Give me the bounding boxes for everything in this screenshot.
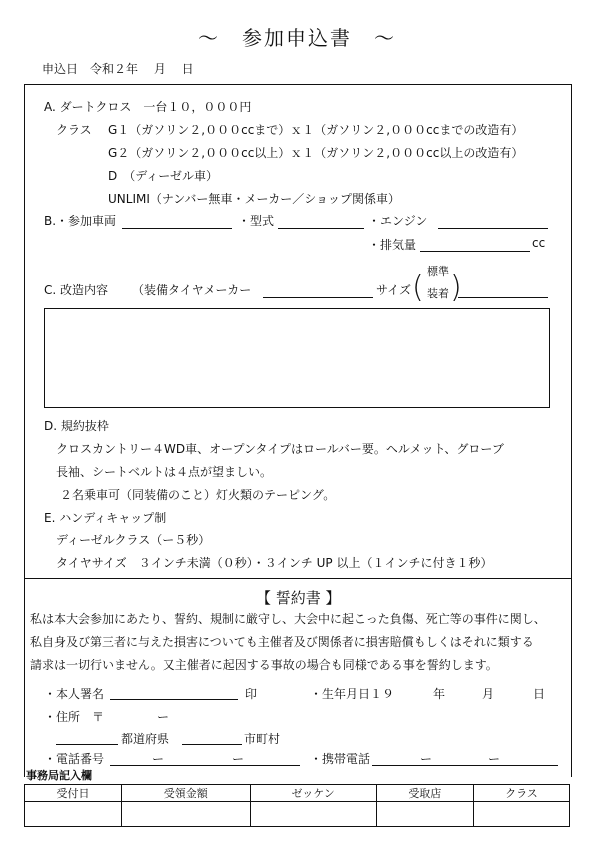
class-g1: G１（ガソリン２,０００ccまで）ｘ１（ガソリン２,０００ccまでの改造有）: [108, 123, 524, 137]
phone-dash-1: ー: [152, 752, 165, 766]
signature-field[interactable]: [110, 699, 238, 700]
prefecture-field[interactable]: [56, 744, 118, 745]
class-label: クラス: [56, 123, 92, 137]
rule-line-3: ２名乗車可（同装備のこと）灯火類のテーピング。: [60, 488, 336, 502]
open-paren-icon: (: [412, 270, 424, 305]
phone-dash-2: ー: [232, 752, 245, 766]
class-d: D （ディーゼル車）: [108, 169, 219, 183]
engine-label: ・エンジン: [368, 214, 428, 228]
birth-day: 日: [533, 687, 546, 701]
standard-label: 標準: [427, 265, 449, 278]
pledge-line-2: 私自身及び第三者に与えた損害についても主催者及び関係者に損害賠償もしくはそれに類する: [30, 635, 534, 649]
handicap-line-1: ディーゼルクラス（ー５秒）: [56, 533, 211, 547]
section-a-heading: A. ダートクロス 一台１０，０００円: [44, 100, 252, 114]
office-header-row: [25, 785, 570, 802]
section-e-heading: E. ハンディキャップ制: [44, 511, 167, 525]
displacement-field[interactable]: [420, 251, 530, 252]
engine-field[interactable]: [438, 228, 548, 229]
seal-mark: 印: [245, 687, 258, 701]
mobile-dash-2: ー: [488, 752, 501, 766]
postal-dash: ー: [157, 710, 170, 724]
city-label: 市町村: [244, 732, 281, 746]
office-col-number: ゼッケン: [250, 785, 376, 802]
displacement-label: ・排気量: [368, 238, 417, 252]
office-entry-row: [25, 802, 570, 827]
modification-textbox[interactable]: [44, 308, 550, 408]
office-col-shop: 受取店: [376, 785, 473, 802]
model-label: ・型式: [238, 214, 275, 228]
vehicle-field[interactable]: [122, 228, 232, 229]
class-g2: G２（ガソリン２,０００cc以上）ｘ１（ガソリン２,０００cc以上の改造有）: [108, 146, 524, 160]
mobile-label: ・携帯電話: [310, 752, 371, 766]
office-table: [24, 784, 570, 827]
birth-label: ・生年月日１９: [310, 687, 395, 701]
section-d-heading: D. 規約抜枠: [44, 419, 109, 433]
size-label: サイズ: [376, 283, 412, 297]
pledge-line-1: 私は本大会参加にあたり、誓約、規制に厳守し、大会中に起こった負傷、死亡等の事件に関し、: [30, 612, 546, 626]
pledge-line-3: 請求は一切行いません。又主催者に起因する事故の場合も同様である事を誓約します。: [30, 658, 498, 672]
equipped-label: 装着: [427, 287, 449, 300]
office-col-received-date: 受付日: [25, 785, 122, 802]
application-date: 申込日 令和２年 月 日: [42, 62, 194, 76]
office-cell[interactable]: [376, 802, 473, 827]
model-field[interactable]: [278, 228, 364, 229]
tire-maker-field[interactable]: [263, 297, 373, 298]
office-col-class: クラス: [473, 785, 569, 802]
class-unlimi: UNLIMI（ナンバー無車・メーカー／ショップ関係車）: [108, 192, 400, 206]
signature-label: ・本人署名: [44, 687, 105, 701]
phone-field[interactable]: [110, 765, 300, 766]
section-b-heading: B.・参加車両: [44, 214, 117, 228]
handicap-line-2: タイヤサイズ ３インチ未満（０秒）・３インチ UP 以上（１インチに付き１秒）: [56, 556, 493, 570]
mobile-field[interactable]: [372, 765, 558, 766]
mobile-dash-1: ー: [420, 752, 433, 766]
cc-unit: cc: [532, 236, 546, 250]
birth-month: 月: [482, 687, 495, 701]
office-heading: 事務局記入欄: [26, 769, 92, 782]
phone-label: ・電話番号: [44, 752, 105, 766]
rule-line-1: クロスカントリー４WD車、オープンタイプはロールバー要。ヘルメット、グローブ: [56, 442, 504, 456]
office-cell[interactable]: [122, 802, 250, 827]
rule-line-2: 長袖、シートベルトは４点が望ましい。: [56, 465, 273, 479]
tire-maker-label: （装備タイヤメーカー: [132, 283, 252, 297]
office-cell[interactable]: [25, 802, 122, 827]
address-label: ・住所 〒: [44, 710, 105, 724]
office-cell[interactable]: [473, 802, 569, 827]
office-col-amount: 受領金額: [122, 785, 250, 802]
page-title: ～ 参加申込書 ～: [198, 26, 396, 50]
office-cell[interactable]: [250, 802, 376, 827]
pledge-title: 【 誓約書 】: [256, 589, 341, 607]
prefecture-label: 都道府県: [121, 732, 170, 746]
close-paren-icon: ): [450, 270, 462, 305]
birth-year: 年: [433, 687, 446, 701]
city-field[interactable]: [182, 744, 242, 745]
section-c-heading: C. 改造内容: [44, 283, 109, 297]
tire-size-field[interactable]: [458, 297, 548, 298]
pledge-divider: [24, 578, 571, 579]
